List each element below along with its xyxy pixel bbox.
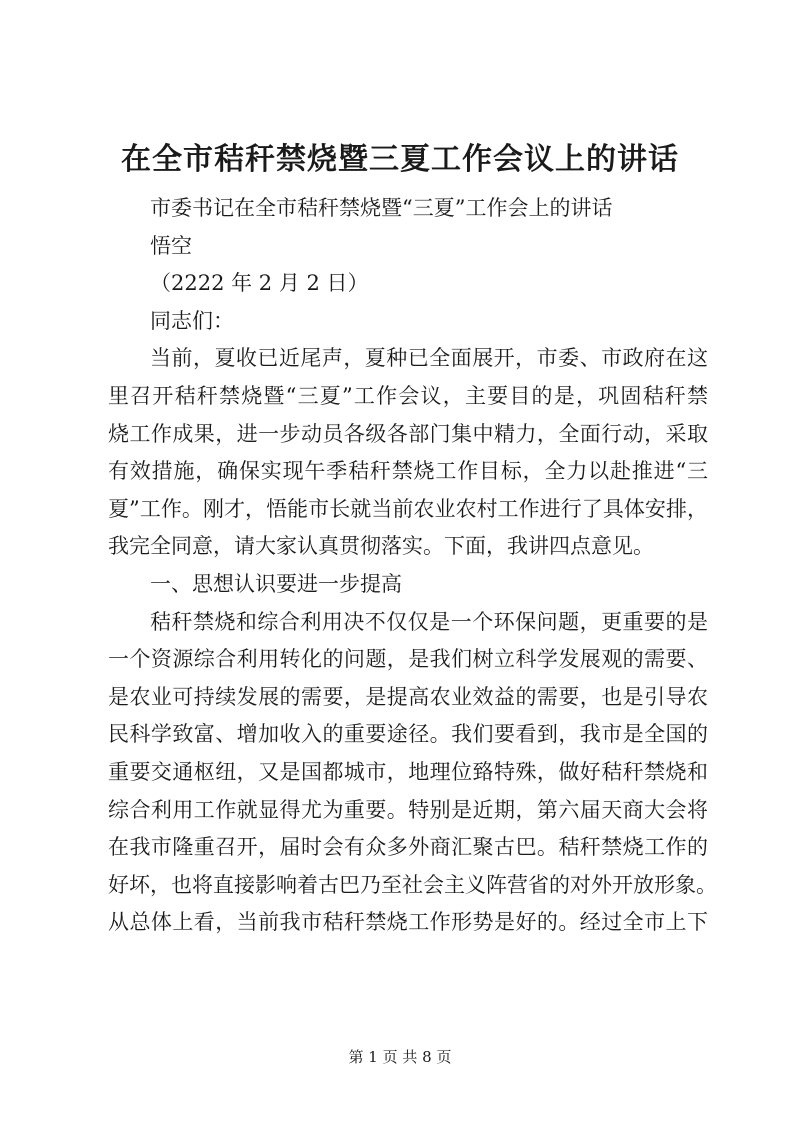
- document-title: 在全市秸秆禁烧暨三夏工作会议上的讲话: [121, 142, 679, 177]
- document-body: [108, 190, 717, 942]
- paragraph-line: 秸秆禁烧和综合利用决不仅仅是一个环保问题，更重要的是: [150, 609, 708, 634]
- page-footer: 第 1 页 共 8 页: [348, 1048, 452, 1066]
- paragraph-2: [108, 604, 717, 942]
- paragraph-line: 我完全同意，请大家认真贯彻落实。下面，我讲四点意见。: [108, 534, 654, 559]
- paragraph-line: 重要交通枢纽，又是国都城市，地理位臵特殊，做好秸秆禁烧和: [108, 759, 708, 784]
- salutation-line: 同志们：: [150, 308, 234, 333]
- paragraph-line: 在我市隆重召开，届时会有众多外商汇聚古巴。秸秆禁烧工作的: [108, 835, 708, 860]
- section-heading: 一、思想认识要进一步提高: [150, 571, 402, 596]
- paragraph-line: 烧工作成果，进一步动员各级各部门集中精力，全面行动，采取: [108, 421, 708, 446]
- paragraph-line: 从总体上看，当前我市秸秆禁烧工作形势是好的。经过全市上下: [108, 910, 708, 935]
- paragraph-1: [108, 340, 708, 566]
- date-line: （2222 年 2 月 2 日）: [150, 271, 369, 296]
- paragraph-line: 综合利用工作就显得尤为重要。特别是近期，第六届天商大会将: [108, 797, 708, 822]
- paragraph-line: 是农业可持续发展的需要，是提高农业效益的需要，也是引导农: [108, 684, 708, 709]
- paragraph-line: 好坏，也将直接影响着古巴乃至社会主义阵营省的对外开放形象。: [108, 872, 717, 897]
- paragraph-line: 有效措施，确保实现午季秸秆禁烧工作目标，全力以赴推进“三: [108, 459, 708, 484]
- author-line: 悟空: [150, 233, 192, 258]
- paragraph-line: 一个资源综合利用转化的问题，是我们树立科学发展观的需要、: [108, 647, 708, 672]
- paragraph-line: 民科学致富、增加收入的重要途径。我们要看到，我市是全国的: [108, 722, 708, 747]
- paragraph-line: 夏”工作。刚才，悟能市长就当前农业农村工作进行了具体安排，: [108, 496, 708, 521]
- subtitle-line: 市委书记在全市秸秆禁烧暨“三夏”工作会上的讲话: [150, 196, 613, 220]
- paragraph-line: 当前，夏收已近尾声，夏种已全面展开，市委、市政府在这: [150, 346, 708, 371]
- paragraph-line: 里召开秸秆禁烧暨“三夏”工作会议，主要目的是，巩固秸秆禁: [108, 383, 708, 408]
